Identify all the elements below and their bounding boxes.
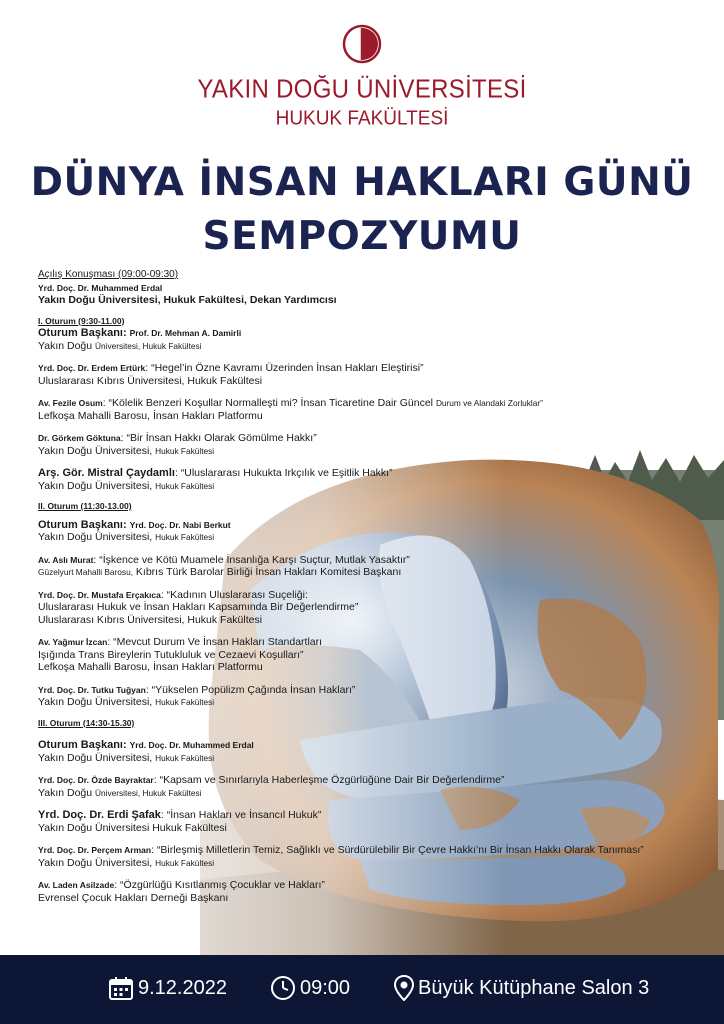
university-name: YAKIN DOĞU ÜNİVERSİTESİ: [197, 74, 527, 105]
talk-affiliation: Yakın Doğu Üniversitesi Hukuk Fakültesi: [38, 821, 227, 834]
clock-icon: [270, 975, 296, 1001]
talk-affiliation: Uluslararası Kıbrıs Üniversitesi, Hukuk Fakültesi: [38, 374, 263, 387]
talk-speaker: Yrd. Doç. Dr. Perçem Arman: [38, 845, 152, 855]
talk-speaker: Arş. Gör. Mistral Çaydamlı: [38, 467, 175, 479]
talk-title: : “Kölelik Benzeri Koşullar Normalleşti mi? İnsan Ticaretine Dair Güncel: [102, 397, 434, 409]
session2-chair-name: Yrd. Doç. Dr. Nabi Berkut: [129, 519, 231, 530]
talk-speaker: Yrd. Doç. Dr. Erdi Şafak: [38, 809, 161, 821]
talk-affiliation-small: Hukuk Fakültesi: [155, 480, 215, 491]
university-logo: [342, 24, 382, 64]
talk-title-cont: Işığında Trans Bireylerin Tutukluluk ve Cezaevi Koşulları”: [38, 648, 304, 661]
list-item: [38, 432, 678, 445]
session2-chair-aff-a: Yakın Doğu Üniversitesi,: [38, 531, 153, 543]
talk-affiliation-small: Güzelyurt Mahalli Barosu,: [38, 567, 133, 577]
talk-affiliation: Evrensel Çocuk Hakları Derneği Başkanı: [38, 891, 229, 904]
talk-affiliation: Yakın Doğu Üniversitesi,: [38, 444, 153, 457]
event-venue: Büyük Kütüphane Salon 3: [418, 977, 650, 999]
session3-chair-name: Yrd. Doç. Dr. Muhammed Erdal: [129, 740, 254, 750]
opening-heading: Açılış Konuşması (09:00-09:30): [38, 269, 179, 280]
talk-title: : “Uluslararası Hukukta Irkçılık ve Eşitlik Hakkı”: [174, 467, 393, 479]
talk-affiliation-small: Hukuk Fakültesi: [155, 445, 215, 456]
event-title-line2: SEMPOZYUMU: [202, 214, 522, 259]
session2-chair-aff-b: Hukuk Fakültesi: [155, 532, 215, 542]
session2-heading: II. Oturum (11:30-13.00): [38, 501, 132, 511]
list-item: [38, 589, 678, 602]
event-date: 9.12.2022: [138, 977, 227, 999]
list-item: [38, 467, 678, 480]
session2-chair-label: Oturum Başkanı:: [38, 518, 127, 531]
calendar-icon: [108, 975, 134, 1001]
session1-chair-label: Oturum Başkanı:: [38, 327, 127, 339]
talk-title: : “Kadının Uluslararası Suçeliği:: [160, 588, 308, 601]
talk-affiliation: Lefkoşa Mahalli Barosu, İnsan Hakları Platformu: [38, 661, 263, 673]
talk-title: : “Kapsam ve Sınırlarıyla Haberleşme Özgürlüğüne Dair Bir Değerlendirme”: [153, 774, 505, 786]
list-item: [38, 844, 678, 857]
location-pin-icon: [394, 975, 414, 1001]
talk-speaker: Av. Laden Asilzade: [38, 880, 115, 890]
list-item: [38, 362, 678, 375]
session1-heading: I. Oturum (9:30-11.00): [38, 315, 125, 326]
talk-speaker: Yrd. Doç. Dr. Özde Bayraktar: [38, 775, 154, 785]
talk-speaker: Av. Aslı Murat: [38, 554, 94, 565]
session3-heading: III. Oturum (14:30-15.30): [38, 717, 135, 728]
talk-affiliation: Lefkoşa Mahalli Barosu, İnsan Hakları Platformu: [38, 409, 263, 422]
talk-affiliation: Yakın Doğu Üniversitesi,: [38, 479, 153, 492]
talk-title: : “Mevcut Durum Ve İnsan Hakları Standartları: [107, 636, 323, 648]
event-info-footer: [0, 955, 724, 1024]
session3-chair-label: Oturum Başkanı:: [38, 739, 127, 751]
talk-title: : “Hegel’in Özne Kavramı Üzerinden İnsan Hakları Eleştirisi”: [145, 362, 424, 374]
talk-title-cont: Uluslararası Hukuk ve İnsan Hakları Kapsamında Bir Değerlendirme”: [38, 601, 359, 613]
talk-speaker: Av. Fezile Osum: [38, 398, 103, 408]
session1-chair-aff-b: Üniversitesi, Hukuk Fakültesi: [95, 340, 202, 351]
session1-chair-name: Prof. Dr. Mehman A. Damirli: [129, 328, 242, 338]
list-item: [38, 879, 678, 892]
talk-affiliation: Kıbrıs Türk Barolar Birliği İnsan Hakları Komitesi Başkanı: [135, 566, 402, 578]
talk-speaker: Dr. Görkem Göktuna: [38, 433, 121, 443]
list-item: [38, 397, 678, 410]
program-schedule: [38, 268, 678, 904]
session1-chair-aff-a: Yakın Doğu: [38, 339, 93, 352]
talk-title: : “İnsan Hakları ve İnsancıl Hukuk”: [160, 809, 322, 821]
event-title-line1: DÜNYA İNSAN HAKLARI GÜNÜ: [30, 160, 694, 205]
talk-affiliation: Yakın Doğu Üniversitesi,: [38, 856, 153, 869]
list-item: [38, 774, 678, 787]
faculty-name: HUKUK FAKÜLTESİ: [275, 107, 449, 130]
talk-speaker: Yrd. Doç. Dr. Mustafa Erçakıca: [38, 589, 161, 600]
talk-title: : “Birleşmiş Milletlerin Temiz, Sağlıklı ve Sürdürülebilir Bir Çevre Hakkı’nı Bir İnsan Hakkı Olarak Tanıması”: [151, 844, 644, 856]
session3-chair-aff-a: Yakın Doğu Üniversitesi,: [38, 751, 153, 764]
list-item: [38, 809, 678, 822]
talk-affiliation-small: Hukuk Fakültesi: [155, 857, 215, 868]
talk-speaker: Yrd. Doç. Dr. Tutku Tuğyan: [38, 684, 146, 695]
opening-affiliation: Yakın Doğu Üniversitesi, Hukuk Fakültesi, Dekan Yardımcısı: [38, 294, 337, 306]
talk-affiliation: Uluslararası Kıbrıs Üniversitesi, Hukuk Fakültesi: [38, 613, 263, 626]
event-time: 09:00: [300, 977, 351, 999]
list-item: [38, 684, 678, 697]
talk-affiliation-small: Üniversitesi, Hukuk Fakültesi: [95, 787, 202, 798]
talk-speaker: Av. Yağmur İzcan: [38, 637, 108, 647]
session3-chair-aff-b: Hukuk Fakültesi: [155, 752, 215, 763]
list-item: [38, 636, 678, 649]
talk-title-small: Durum ve Alandaki Zorluklar”: [435, 398, 543, 408]
talk-title: : “Özgürlüğü Kısıtlanmış Çocuklar ve Hakları”: [114, 879, 325, 891]
opening-section: [38, 268, 678, 282]
talk-affiliation: Yakın Doğu: [38, 786, 93, 799]
talk-affiliation-small: Hukuk Fakültesi: [155, 697, 215, 707]
opening-speaker: Yrd. Doç. Dr. Muhammed Erdal: [38, 282, 163, 293]
talk-title: : “Yükselen Popülizm Çağında İnsan Hakları”: [145, 683, 356, 696]
talk-speaker: Yrd. Doç. Dr. Erdem Ertürk: [38, 363, 146, 373]
list-item: [38, 554, 678, 567]
talk-title: : “İşkence ve Kötü Muamele İnsanlığa Karşı Suçtur, Mutlak Yasaktır”: [93, 553, 410, 566]
talk-affiliation: Yakın Doğu Üniversitesi,: [38, 696, 153, 708]
talk-title: : “Bir İnsan Hakkı Olarak Gömülme Hakkı”: [120, 432, 317, 444]
